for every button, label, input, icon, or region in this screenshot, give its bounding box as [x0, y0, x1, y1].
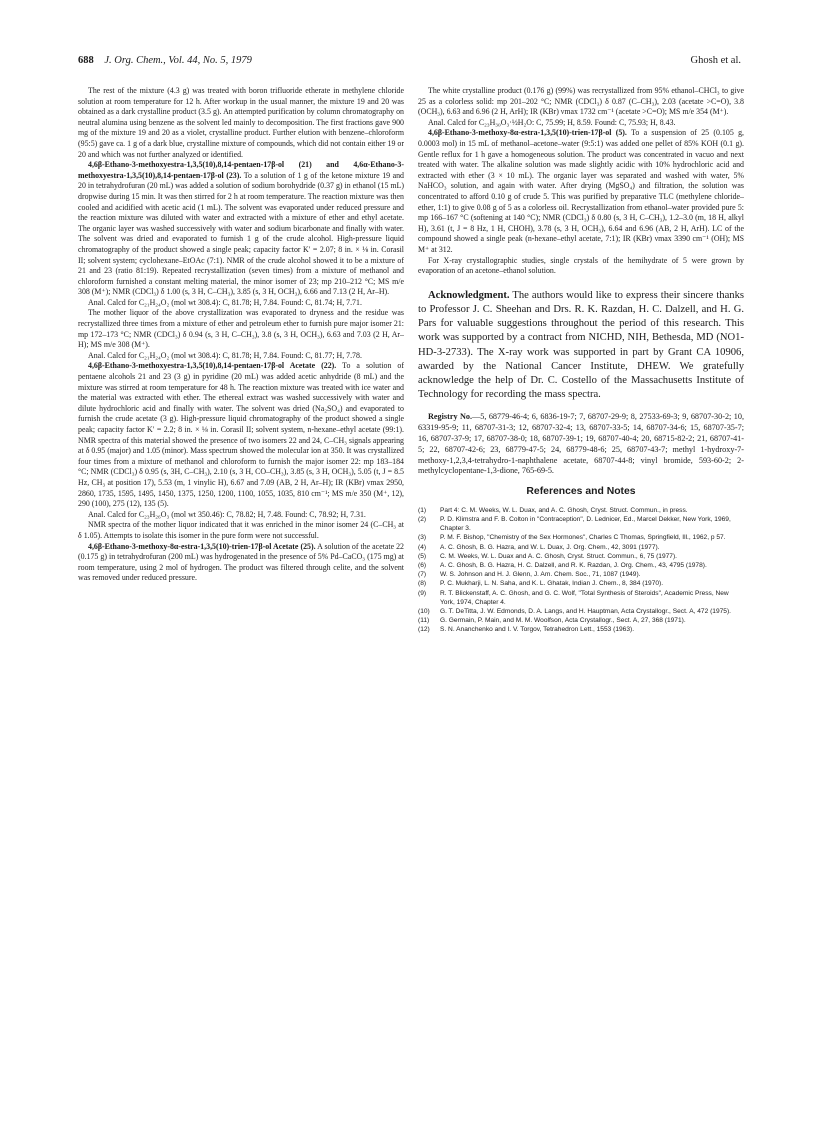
- reference-text: S. N. Ananchenko and I. V. Torgov, Tetrahedron Lett., 1553 (1963).: [440, 626, 635, 634]
- left-column-paragraph: [78, 298, 404, 309]
- registry-numbers: [418, 412, 744, 477]
- left-column-paragraph: [78, 308, 404, 350]
- reference-item: [418, 625, 744, 634]
- left-column-paragraph: [78, 520, 404, 541]
- reference-item: [418, 543, 744, 552]
- references-list: [418, 506, 744, 635]
- reference-number: (9): [418, 589, 427, 597]
- left-column-paragraph: [78, 361, 404, 509]
- reference-item: [418, 552, 744, 561]
- paragraph-text: To a suspension of 25 (0.105 g, 0.0003 mol) in 15 mL of methanol–acetone–water (9:5:1) was added one pellet of 85% KOH (0.1 g). Gentle reflux for 1 h gave a homogeneous solution. The product was concentrated in vacuo and next treated with water. The alkaline solution was made slightly acidic with 10% hydrochloric acid and extracted with ether (3 × 10 mL). The organic layer was separated and washed with water, 5% NaHCO₃ solution, and again with water. After drying (MgSO₄) and filtration, the solution was concentrated to afford 0.10 g of crude 5. This was purified by preparative TLC (methylene chloride–ether, 1:1) to give 0.08 g of 5 as a colorless oil. Recrystallization from ethanol–water provided pure 5: mp 166–167 °C (softening at 140 °C); NMR (CDCl₃) δ 0.80 (s, 3 H, C–CH₃), 1.2–3.0 (m, 18 H, alkyl H), 3.61 (t, J = 8 Hz, 1 H, CHOH), 3.78 (s, 3 H, OCH₃), 6.64 and 6.96 (AB, 2 H, ArH). LC of the compound showed a single peak (n-hexane–ethyl acetate, 7:1); IR (KBr) νmax 3390 cm⁻¹ (OH); MS M⁺ at 312.: [418, 128, 744, 254]
- reference-number: (10): [418, 607, 430, 615]
- right-column-paragraph: [418, 86, 744, 118]
- reference-number: (4): [418, 543, 427, 551]
- reference-text: C. M. Weeks, W. L. Duax and A. C. Ghosh, Cryst. Struct. Commun., 6, 75 (1977).: [440, 552, 677, 560]
- header-left: [78, 55, 252, 66]
- acknowledgment-text: The authors would like to express their sincere thanks to Professor J. C. Sheehan and Drs. R. K. Razdan, H. C. Dalzell, and H. G. Pars for valuable suggestions throughout the period of this research. This work was supported by a contract from NICHD, NIH, Bethesda, MD (NO1-HD-3-2733). The X-ray work was supported in part by Grant CA 10906, awarded by the National Cancer Institute, DHEW. We gratefully acknowledge the help of Dr. C. Costello of the Massachusetts Institute of Technology for recording the mass spectra.: [418, 289, 744, 401]
- left-column-paragraph: [78, 510, 404, 521]
- reference-text: G. T. DeTitta, J. W. Edmonds, D. A. Langs, and H. Hauptman, Acta Crystallogr., Sect. A, 472 (1975).: [440, 607, 731, 615]
- reference-number: (1): [418, 506, 427, 514]
- left-column-paragraph: [78, 86, 404, 160]
- reference-text: P. C. Mukharji, L. N. Saha, and K. L. Ghatak, Indian J. Chem., 8, 384 (1970).: [440, 580, 664, 588]
- page-number: 688: [78, 55, 94, 66]
- paragraph-text: A solution of the acetate 22 (0.175 g) in tetrahydrofuran (200 mL) was hydrogenated in the presence of 5% Pd–CaCO₃ (175 mg) at room temperature, using 2 mol of hydrogen. The product was filtered through celite, and the solvent was removed under reduced pressure.: [78, 541, 404, 583]
- page-header: [78, 55, 741, 71]
- reference-number: (11): [418, 617, 430, 625]
- left-column: [78, 86, 404, 584]
- reference-item: [418, 589, 744, 607]
- reference-number: (2): [418, 515, 427, 523]
- right-column-paragraph: [418, 118, 744, 129]
- right-column: [418, 86, 744, 635]
- section-heading: 4,6β-Ethano-3-methoxy-8α-estra-1,3,5(10)-trien-17β-ol Acetate (25).: [88, 541, 316, 551]
- paragraph-text: Anal. Calcd for C₂₁H₂₄O₂ (mol wt 308.4): C, 81.78; H, 7.84. Found: C, 81.77; H, 7.78.: [88, 350, 362, 360]
- reference-number: (7): [418, 571, 427, 579]
- reference-text: P. M. F. Bishop, "Chemistry of the Sex Hormones", Charles C Thomas, Springfield, Ill., 1962, p 57.: [440, 534, 726, 542]
- reference-item: [418, 515, 744, 533]
- reference-item: [418, 561, 744, 570]
- journal-citation: J. Org. Chem., Vol. 44, No. 5, 1979: [104, 55, 252, 66]
- registry-text: —5, 68779-46-4; 6, 6836-19-7; 7, 68707-29-9; 8, 27533-69-3; 9, 68707-30-2; 10, 63319-95-9; 11, 68707-31-3; 12, 68707-32-4; 13, 68707-33-5; 14, 68707-34-6; 15, 68707-35-7; 16, 68707-37-9; 17, 68707-38-0; 18, 68707-39-1; 19, 68707-40-4; 20, 68715-82-2; 21, 68707-41-5; 22, 68707-42-6; 23, 68779-47-5; 24, 68779-48-6; 25, 68707-43-7; methyl 1-hydroxy-7-methoxy-1,2,3,4-tetrahydro-1-naphthalene acetate, 68707-44-8; vinyl bromide, 593-60-2; 2-methylcyclopentane-1,3-dione, 765-69-5.: [418, 412, 744, 476]
- paragraph-text: To a solution of pentaene alcohols 21 and 23 (3 g) in pyridine (20 mL) was added acetic anhydride (8 mL) and the mixture was stirred at room temperature for 48 h. The reaction mixture was treated with ice water and the material was extracted with ether. The ethereal extract was washed successively with water and dilute hydrochloric acid and finally with water. The solvent was dried (Na₂SO₄) and evaporated to furnish the crude acetate (3 g). High-pressure liquid chromatography of the product showed a single peak; capacity factor K′ = 2.2; 8 in. × ⅛ in. Corasil II; solvent system, n-hexane–ethyl acetate (99:1). NMR spectra of this material showed the presence of two isomers 22 and 24, C–CH₃ signals appearing at δ 0.95 (major) and 1.05 (minor). Mass spectrum showed the molecular ion at 350. It was crystallized four times from a mixture of methanol and chloroform to furnish the major isomer 22: mp 183–184 °C; NMR (CDCl₃) δ 0.95 (s, 3H, C–CH₃), 2.10 (s, 3 H, CO–CH₃), 3.85 (s, 3 H, OCH₃), 5.05 (t, J = 8.5 Hz, CH₃ at position 17), 5.53 (m, 1 vinylic H), 6.67 and 7.09 (AB, 2 H, Ar–H); IR (KBr) νmax 2950, 2860, 1735, 1595, 1495, 1450, 1375, 1250, 1200, 1100, 1055, 1035, 810 cm⁻¹; MS m/e 350 (M⁺, 12), 290 (100), 275 (12), 135 (5).: [78, 361, 405, 509]
- reference-text: A. C. Ghosh, B. G. Hazra, H. C. Dalzell, and R. K. Razdan, J. Org. Chem., 43, 4795 (1978).: [440, 561, 707, 569]
- reference-text: Part 4: C. M. Weeks, W. L. Duax, and A. C. Ghosh, Cryst. Struct. Commun., in press.: [440, 506, 688, 514]
- reference-number: (5): [418, 552, 427, 560]
- registry-lead: Registry No.: [428, 412, 473, 422]
- section-heading: 4,6β-Ethano-3-methoxy-8α-estra-1,3,5(10)-trien-17β-ol (5).: [428, 128, 627, 138]
- reference-item: [418, 607, 744, 616]
- references-title: References and Notes: [526, 486, 636, 498]
- left-column-paragraph: [78, 351, 404, 362]
- left-column-paragraph: [78, 542, 404, 584]
- reference-item: [418, 570, 744, 579]
- reference-text: P. D. Klimstra and F. B. Colton in "Contraception", D. Lednicer, Ed., Marcel Dekker, New York, 1969, Chapter 3.: [440, 515, 731, 533]
- right-column-paragraphs: [418, 86, 744, 277]
- header-authors: Ghosh et al.: [690, 55, 741, 66]
- reference-item: [418, 616, 744, 625]
- reference-text: A. C. Ghosh, B. G. Hazra, and W. L. Duax, J. Org. Chem., 42, 3091 (1977).: [440, 543, 660, 551]
- reference-item: [418, 579, 744, 588]
- paragraph-text: The rest of the mixture (4.3 g) was treated with boron trifluoride etherate in methylene chloride solution at room temperature for 12 h. After workup in the usual manner, the mixture 19 and 20 was obtained as a dark crystalline product (3.5 g). An attempted purification by column chromatography on neutral alumina using benzene as the solvent led mainly to decomposition. The first fractions gave 900 mg of the mixture 19 and 20 as a violet, crystalline product. Further elution with benzene–chloroform (95:5) gave ca. 1 g of a dark blue, crystalline mixture of compounds, which did not contain either 19 or 20 and which was not further analyzed or identified.: [78, 86, 404, 159]
- paragraph-text: For X-ray crystallographic studies, single crystals of the hemihydrate of 5 were grown by evaporation of an acetone–ethanol solution.: [418, 255, 744, 276]
- left-column-paragraph: [78, 160, 404, 298]
- paragraph-text: To a solution of 1 g of the ketone mixture 19 and 20 in tetrahydrofuran (20 mL) was added a solution of sodium borohydride (0.37 g) in ethanol (15 mL) dropwise during 15 min. It was then stirred for 2 h at room temperature. The reaction mixture was then cooled and acidified with acetic acid (1 mL). The solvent was evaporated under reduced pressure and the reaction mixture was diluted with water and extracted with a mixture of ether and ethyl acetate. The organic layer was washed successively with water and sodium bicarbonate and finally with water. The solvent was dried and evaporated to furnish 1 g of the crude alcohol. High-pressure liquid chromatography of the product showed a single peak; capacity factor K′ = 2.07; 8 in. × ⅛ in. Corasil II; solvent system; cyclohexane–EtOAc (7:1). NMR of the crude alcohol showed it to be a mixture of 21 and 23 (ratio 81:19). Repeated recrystallization (seven times) from a mixture of methanol and chloroform furnished a constant melting material, the minor isomer of 23; mp 210–212 °C; MS m/e 308 (M⁺); NMR (CDCl₃) δ 1.00 (s, 3 H, C–CH₃), 3.85 (s, 3 H, OCH₃), 6.66 and 7.13 (2 H, Ar–H).: [78, 170, 404, 297]
- acknowledgment: [418, 289, 744, 403]
- paragraph-text: The mother liquor of the above crystallization was evaporated to dryness and the residue was recrystallized three times from a mixture of ether and petroleum ether to furnish pure major isomer 21: mp 172–173 °C; NMR (CDCl₃) δ 0.94 (s, 3 H, C–CH₃), 3.8 (s, 3 H, OCH₃), 6.63 and 7.03 (2 H, Ar–H); MS m/e 308 (M⁺).: [78, 308, 404, 350]
- reference-text: G. Germain, P. Main, and M. M. Woolfson, Acta Crystallogr., Sect. A, 27, 368 (1971).: [440, 617, 686, 625]
- section-heading: 4,6β-Ethano-3-methoxyestra-1,3,5(10),8,14-pentaen-17β-ol Acetate (22).: [88, 361, 337, 371]
- reference-number: (6): [418, 561, 427, 569]
- acknowledgment-lead: Acknowledgment.: [428, 289, 510, 301]
- reference-text: R. T. Blickenstaff, A. C. Ghosh, and G. C. Wolf, "Total Synthesis of Steroids", Academic Press, New York, 1974, Chapter 4.: [440, 589, 729, 606]
- reference-number: (12): [418, 626, 430, 634]
- section-heading: 4,6β-Ethano-3-methoxyestra-1,3,5(10),8,14-pentaen-17β-ol (21) and 4,6α-Ethano-3-methoxyestra-1,3,5(10),8,14-pentaen-17β-ol (23).: [78, 160, 404, 180]
- paragraph-text: Anal. Calcd for C₂₃H₂₆O₃ (mol wt 350.46): C, 78.82; H, 7.48. Found: C, 78.92; H, 7.31.: [88, 509, 366, 519]
- paragraph-text: The white crystalline product (0.176 g) (99%) was recrystallized from 95% ethanol–CHCl₃ to give 25 as a colorless solid: mp 201–202 °C; NMR (CDCl₃) δ 0.87 (C–CH₃), 2.03 (acetate >C=O), 3.8 (OCH₃), 6.63 and 6.96 (2 H, ArH); IR (KBr) νmax 1732 cm⁻¹ (acetate >C=O); MS m/e 354 (M⁺).: [418, 86, 744, 117]
- paragraph-text: Anal. Calcd for C₂₁H₂₄O₂ (mol wt 308.4): C, 81.78; H, 7.84. Found: C, 81.74; H, 7.71.: [88, 297, 362, 307]
- reference-number: (8): [418, 580, 427, 588]
- reference-item: [418, 506, 744, 515]
- paragraph-text: NMR spectra of the mother liquor indicated that it was enriched in the minor isomer 24 (C–CH₃ at δ 1.05). Attempts to isolate this isomer in the pure form were not successful.: [78, 520, 404, 540]
- paragraph-text: Anal. Calcd for C₂₃H₃₀O₃·½H₂O: C, 75.99; H, 8.59. Found: C, 75.93; H, 8.43.: [428, 117, 676, 127]
- reference-number: (3): [418, 534, 427, 542]
- reference-text: W. S. Johnson and H. J. Glenn, J. Am. Chem. Soc., 71, 1087 (1949).: [440, 571, 641, 579]
- reference-item: [418, 533, 744, 542]
- right-column-paragraph: [418, 128, 744, 255]
- right-column-paragraph: [418, 256, 744, 277]
